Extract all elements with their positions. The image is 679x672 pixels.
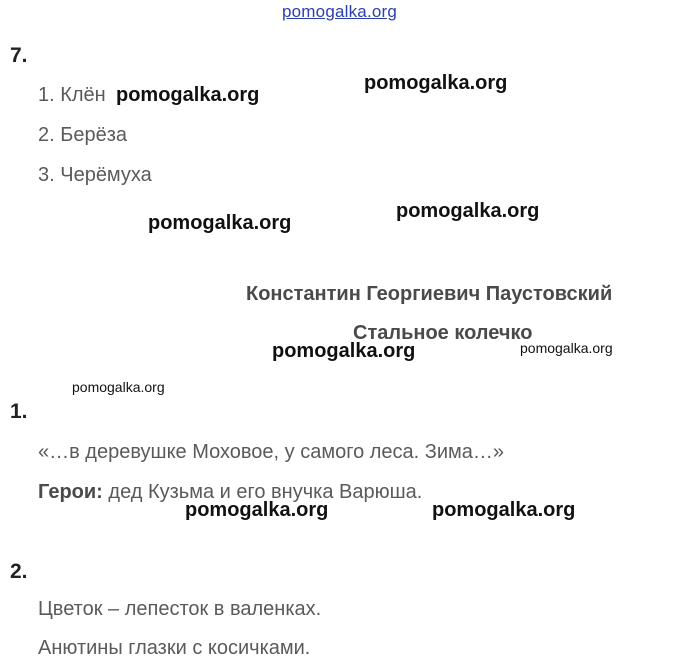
question-2-number: 2. [10,560,28,583]
question-1-number: 1. [10,400,28,423]
section-7-number: 7. [10,44,28,67]
watermark-text: pomogalka.org [520,340,613,356]
list-item-2: 2. Берёза [38,124,128,146]
answer-line-1: Цветок – лепесток в валенках. [38,598,322,620]
watermark-text: pomogalka.org [364,72,508,94]
watermark-text: pomogalka.org [432,499,576,521]
header-watermark: pomogalka.org [282,2,398,21]
quote-text: «…в деревушке Моховое, у самого леса. Зима…» [38,441,505,463]
watermark-text: pomogalka.org [396,200,540,222]
heroes-label: Герои: [38,481,103,503]
list-item-3: 3. Черёмуха [38,164,152,186]
watermark-text: pomogalka.org [116,84,260,106]
answer-line-2: Анютины глазки с косичками. [38,637,311,659]
list-item-1: 1. Клён [38,84,106,106]
watermark-text: pomogalka.org [72,379,165,395]
author-name: Константин Георгиевич Паустовский [246,283,613,305]
story-title: Стальное колечко [353,322,533,344]
watermark-text: pomogalka.org [272,340,416,362]
heroes-text: дед Кузьма и его внучка Варюша. [102,481,423,503]
watermark-text: pomogalka.org [148,212,292,234]
watermark-text: pomogalka.org [185,499,329,521]
